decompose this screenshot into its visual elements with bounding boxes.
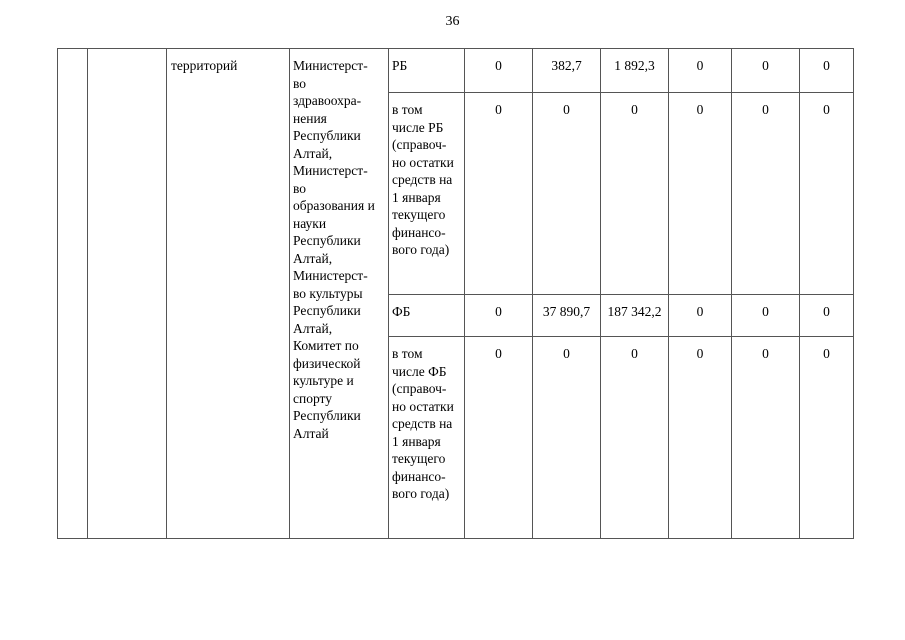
value-cell: 0 [732,337,800,539]
page-number: 36 [445,14,460,29]
value-cell: 0 [800,93,854,295]
value-cell: 0 [465,295,533,337]
value-cell: 0 [533,337,601,539]
value-cell: 0 [533,93,601,295]
value-cell: 0 [465,93,533,295]
value-cell: 0 [601,337,669,539]
value-cell: 187 342,2 [601,295,669,337]
funding-source-cell: в том числе ФБ (справоч- но остатки средств на 1 января текущего финансо- вого года) [389,337,465,539]
measure-name-cell: территорий [167,49,290,539]
funding-source-cell: ФБ [389,295,465,337]
value-cell: 0 [465,337,533,539]
value-cell: 0 [669,295,732,337]
value-cell: 0 [800,295,854,337]
value-cell: 382,7 [533,49,601,93]
value-cell: 0 [732,295,800,337]
value-cell: 1 892,3 [601,49,669,93]
value-cell: 37 890,7 [533,295,601,337]
value-cell: 0 [732,49,800,93]
budget-table [57,48,854,539]
funding-source-cell: РБ [389,49,465,93]
value-cell: 0 [669,337,732,539]
responsible-executors-cell: Министерст- во здравоохра- нения Республики Алтай, Министерст- во образования и науки Республики Алтай, Министерст- во культуры Республики Алтай, Комитет по физической культуре и спорту Республики Алтай [290,49,389,539]
empty-cell-col1 [58,49,88,539]
empty-cell-col2 [88,49,167,539]
value-cell: 0 [800,49,854,93]
value-cell: 0 [669,93,732,295]
table-row [58,49,854,93]
value-cell: 0 [465,49,533,93]
funding-source-cell: в том числе РБ (справоч- но остатки средств на 1 января текущего финансо- вого года) [389,93,465,295]
value-cell: 0 [669,49,732,93]
value-cell: 0 [601,93,669,295]
value-cell: 0 [800,337,854,539]
value-cell: 0 [732,93,800,295]
